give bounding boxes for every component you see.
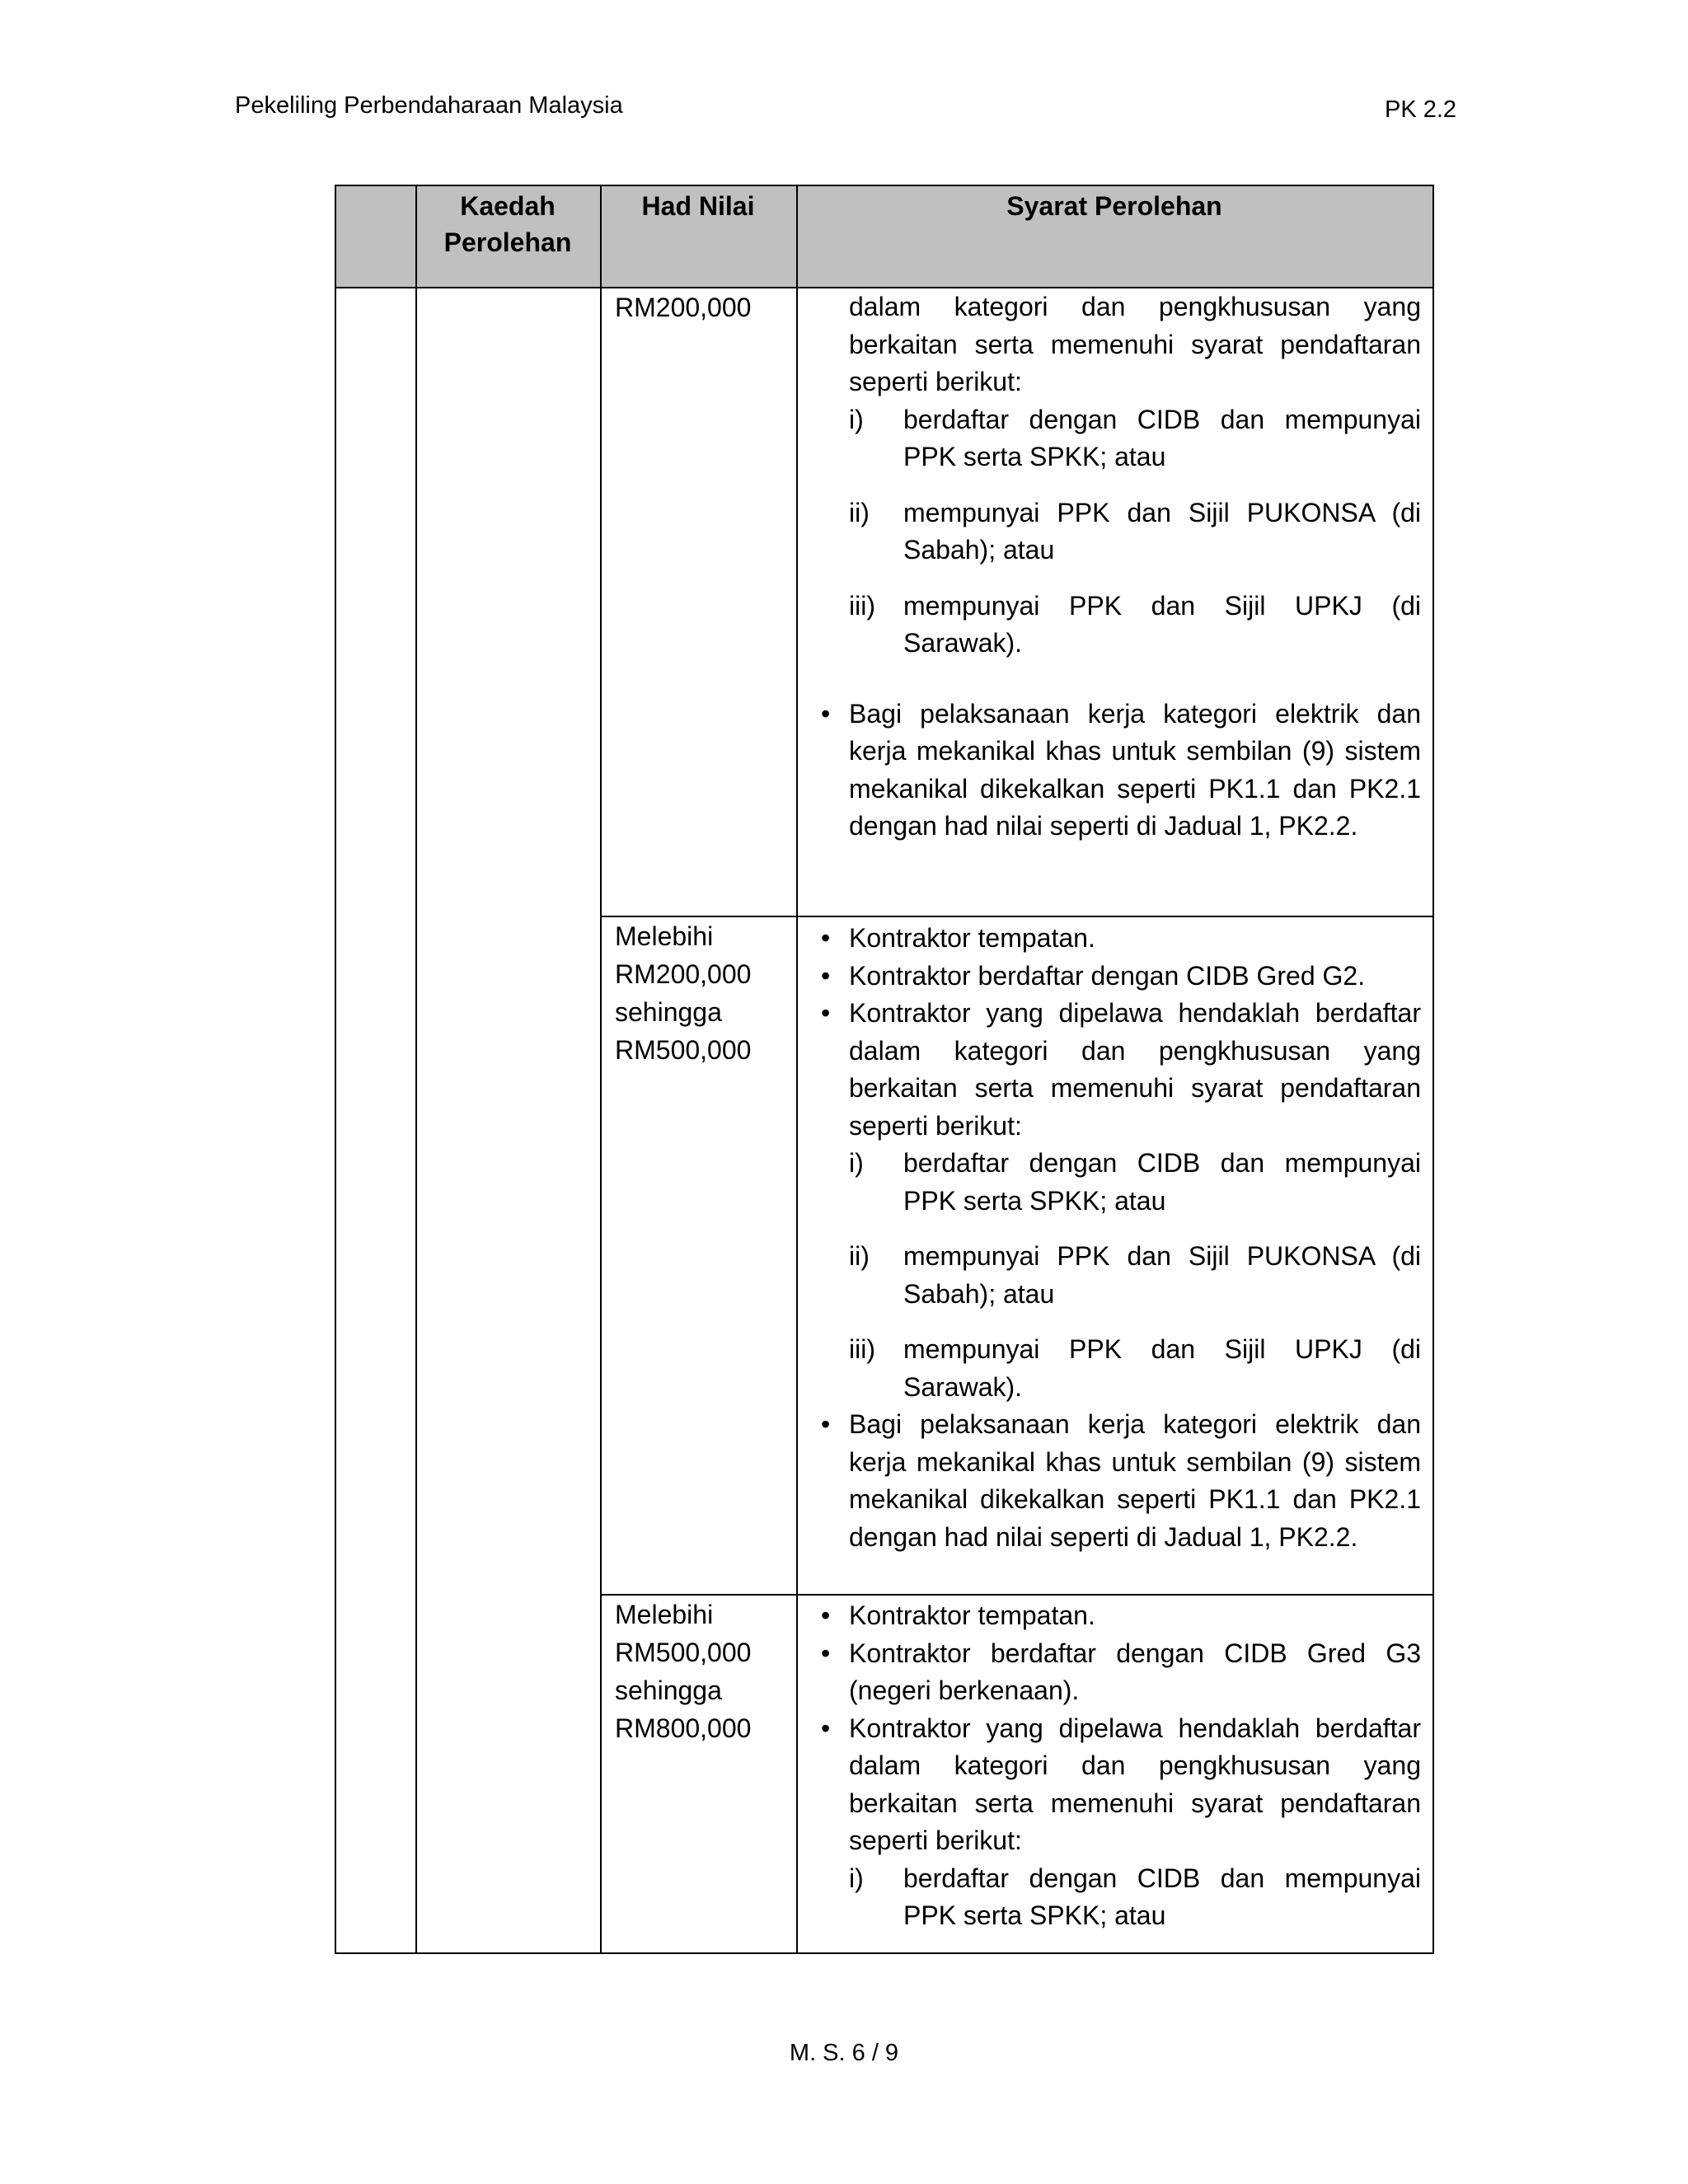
sub-item-text: mempunyai PPK dan Sijil UPKJ (di Sarawak). (903, 590, 1421, 658)
bullet-text: Kontraktor yang dipelawa hendaklah berdaftar dalam kategori dan pengkhususan yang berkaitan serta memenuhi syarat pendaftaran seperti berikut: (849, 1713, 1421, 1855)
document-header-title: Pekeliling Perbendaharaan Malaysia (235, 92, 623, 119)
bullet-text: Bagi pelaksanaan kerja kategori elektrik dan kerja mekanikal khas untuk sembilan (9) sistem mekanikal dikekalkan seperti PK1.1 dan PK2.1 dengan had nilai seperti di Jadual 1, PK2.2. (849, 1409, 1421, 1552)
sub-item (811, 1145, 1421, 1220)
had-nilai-cell: Melebihi RM200,000 sehingga RM500,000 (615, 921, 752, 1065)
sub-item (811, 1331, 1421, 1406)
had-nilai-cell: Melebihi RM500,000 sehingga RM800,000 (615, 1600, 752, 1743)
sub-item (811, 1238, 1421, 1313)
sub-item-numeral: i) (849, 1863, 864, 1893)
sub-item-numeral: ii) (849, 1241, 870, 1271)
bullet-text: Bagi pelaksanaan kerja kategori elektrik dan kerja mekanikal khas untuk sembilan (9) sistem mekanikal dikekalkan seperti PK1.1 dan PK2.1 dengan had nilai seperti di Jadual 1, PK2.2. (849, 698, 1421, 841)
bullet-item (811, 958, 1421, 996)
bullet-icon: • (821, 1409, 831, 1439)
bullet-text: Kontraktor tempatan. (849, 923, 1095, 953)
column-divider (796, 186, 798, 1952)
sub-item-numeral: ii) (849, 497, 870, 527)
bullet-icon: • (821, 923, 831, 953)
bullet-text: Kontraktor yang dipelawa hendaklah berdaftar dalam kategori dan pengkhususan yang berkaitan serta memenuhi syarat pendaftaran seperti berikut: (849, 998, 1421, 1141)
bullet-text: Kontraktor tempatan. (849, 1601, 1095, 1630)
syarat-cell (811, 920, 1421, 1556)
page-number: M. S. 6 / 9 (789, 2040, 899, 2066)
bullet-item (811, 1710, 1421, 1860)
sub-item-numeral: iii) (849, 590, 875, 621)
bullet-item (811, 696, 1421, 846)
bullet-item (811, 920, 1421, 958)
sub-item (811, 401, 1421, 476)
sub-item (811, 494, 1421, 569)
document-header-code: PK 2.2 (1385, 96, 1457, 123)
bullet-text: Kontraktor berdaftar dengan CIDB Gred G3 (negeri berkenaan). (849, 1638, 1421, 1705)
sub-item (811, 588, 1421, 663)
column-divider (600, 186, 602, 1952)
sub-item-text: berdaftar dengan CIDB dan mempunyai PPK serta SPKK; atau (903, 404, 1421, 471)
sub-item (811, 1860, 1421, 1935)
sub-item-text: berdaftar dengan CIDB dan mempunyai PPK serta SPKK; atau (903, 1148, 1421, 1216)
bullet-item (811, 1597, 1421, 1635)
bullet-item (811, 1635, 1421, 1710)
sub-item-text: berdaftar dengan CIDB dan mempunyai PPK serta SPKK; atau (903, 1863, 1421, 1930)
column-header-kaedah-perolehan: Kaedah Perolehan (443, 191, 572, 257)
column-header-syarat-perolehan: Syarat Perolehan (1006, 191, 1222, 221)
bullet-icon: • (821, 998, 831, 1028)
bullet-icon: • (821, 1638, 831, 1668)
bullet-icon: • (821, 1601, 831, 1630)
sub-item-numeral: iii) (849, 1334, 875, 1364)
bullet-icon: • (821, 1713, 831, 1743)
column-header-had-nilai: Had Nilai (641, 191, 755, 221)
bullet-text: Kontraktor berdaftar dengan CIDB Gred G2. (849, 960, 1366, 991)
syarat-cell (811, 288, 1421, 846)
column-divider (415, 186, 417, 1952)
sub-item-numeral: i) (849, 1148, 864, 1178)
sub-item-numeral: i) (849, 404, 864, 434)
sub-item-text: mempunyai PPK dan Sijil PUKONSA (di Sabah); atau (903, 497, 1421, 565)
syarat-cell (811, 1597, 1421, 1935)
bullet-item (811, 995, 1421, 1145)
procurement-table (335, 185, 1434, 1954)
had-nilai-cell: RM200,000 (615, 293, 752, 322)
bullet-icon: • (821, 698, 831, 729)
paragraph-text: dalam kategori dan pengkhususan yang berkaitan serta memenuhi syarat pendaftaran seperti berikut: (849, 292, 1421, 396)
bullet-item (811, 1406, 1421, 1556)
bullet-icon: • (821, 960, 831, 991)
sub-item-text: mempunyai PPK dan Sijil UPKJ (di Sarawak). (903, 1334, 1421, 1402)
sub-item-text: mempunyai PPK dan Sijil PUKONSA (di Sabah); atau (903, 1241, 1421, 1309)
